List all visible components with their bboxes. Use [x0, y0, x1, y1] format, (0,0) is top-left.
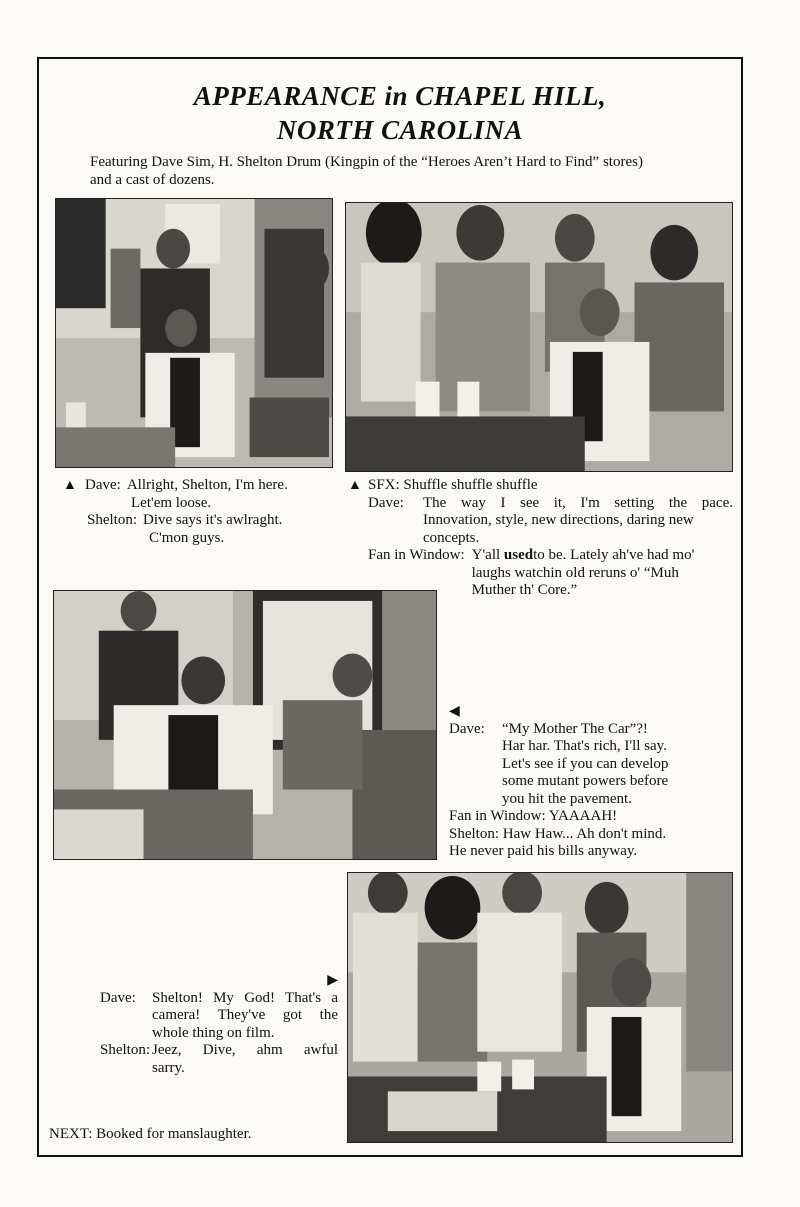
speaker-label: Shelton: [87, 512, 138, 528]
emphasis-text: used [503, 547, 534, 563]
dialogue-line: Shelton! My God! That's a [152, 989, 338, 1006]
triangle-right-icon: ▶ [327, 973, 338, 988]
intro-line: Featuring Dave Sim, H. Shelton Drum (Kingpin of the “Heroes Aren’t Hard to Find” stores) [90, 154, 643, 170]
speaker-label: Dave: [368, 494, 404, 511]
photo-2 [345, 202, 733, 472]
dialogue-line: Let'em loose. [131, 494, 212, 511]
dialogue-line: Let's see if you can develop [502, 755, 669, 772]
next-teaser: NEXT: Booked for manslaughter. [49, 1126, 252, 1142]
photo-4 [347, 872, 733, 1143]
dialogue-line: He never paid his bills anyway. [449, 843, 638, 859]
speaker-label: Dave: [100, 989, 136, 1006]
dialogue-line: you hit the pavement. [502, 790, 632, 807]
caption-4 [100, 972, 338, 1077]
dialogue-line: concepts. [423, 529, 480, 546]
dialogue-line: The way I see it, I'm setting the pace. [423, 494, 733, 511]
dialogue-line: laughs watchin old reruns o' “Muh [471, 564, 679, 581]
dialogue-text: to be. Lately ah've had mo' [533, 547, 695, 563]
dialogue-line: some mutant powers before [502, 773, 669, 789]
speaker-label: Shelton: [100, 1042, 151, 1058]
intro-text [90, 153, 690, 189]
page-title-line2: NORTH CAROLINA [276, 115, 524, 145]
dialogue-line: Allright, Shelton, I'm here. [126, 477, 288, 493]
dialogue-line [472, 547, 695, 565]
triangle-up-icon: ▲ [348, 478, 362, 493]
speaker-label: Dave: [85, 477, 121, 493]
dialogue-line: Shelton: Haw Haw... Ah don't mind. [449, 825, 667, 842]
dialogue-line: Jeez, Dive, ahm awful [152, 1042, 338, 1058]
speaker-label: Dave: [449, 720, 485, 737]
dialogue-line: “My Mother The Car”?! [502, 720, 648, 737]
speaker-label: Fan in Window: [368, 547, 465, 563]
intro-line: and a cast of dozens. [90, 172, 215, 188]
dialogue-line: Dive says it's awlraght. [143, 512, 283, 528]
caption-1 [63, 477, 338, 547]
triangle-left-icon: ◀ [449, 704, 460, 719]
dialogue-line: C'mon guys. [149, 529, 225, 546]
page-title: APPEARANCE in CHAPEL HILL, [193, 81, 607, 111]
dialogue-line: whole thing on film. [152, 1024, 275, 1041]
dialogue-line: Har har. That's rich, I'll say. [502, 738, 667, 754]
dialogue-text: Y'all [471, 547, 504, 563]
triangle-up-icon: ▲ [63, 478, 77, 493]
photo-1 [55, 198, 333, 468]
caption-3 [449, 703, 729, 861]
dialogue-line: sarry. [152, 1059, 185, 1076]
dialogue-line: Muther th' Core.” [471, 582, 578, 598]
dialogue-line: camera! They've got the [152, 1007, 338, 1023]
caption-2 [348, 477, 733, 600]
photo-3 [53, 590, 437, 860]
dialogue-line: Fan in Window: YAAAAH! [449, 808, 618, 824]
dialogue-line: Innovation, style, new directions, daring new [423, 512, 694, 528]
sfx-line: SFX: Shuffle shuffle shuffle [368, 477, 538, 493]
